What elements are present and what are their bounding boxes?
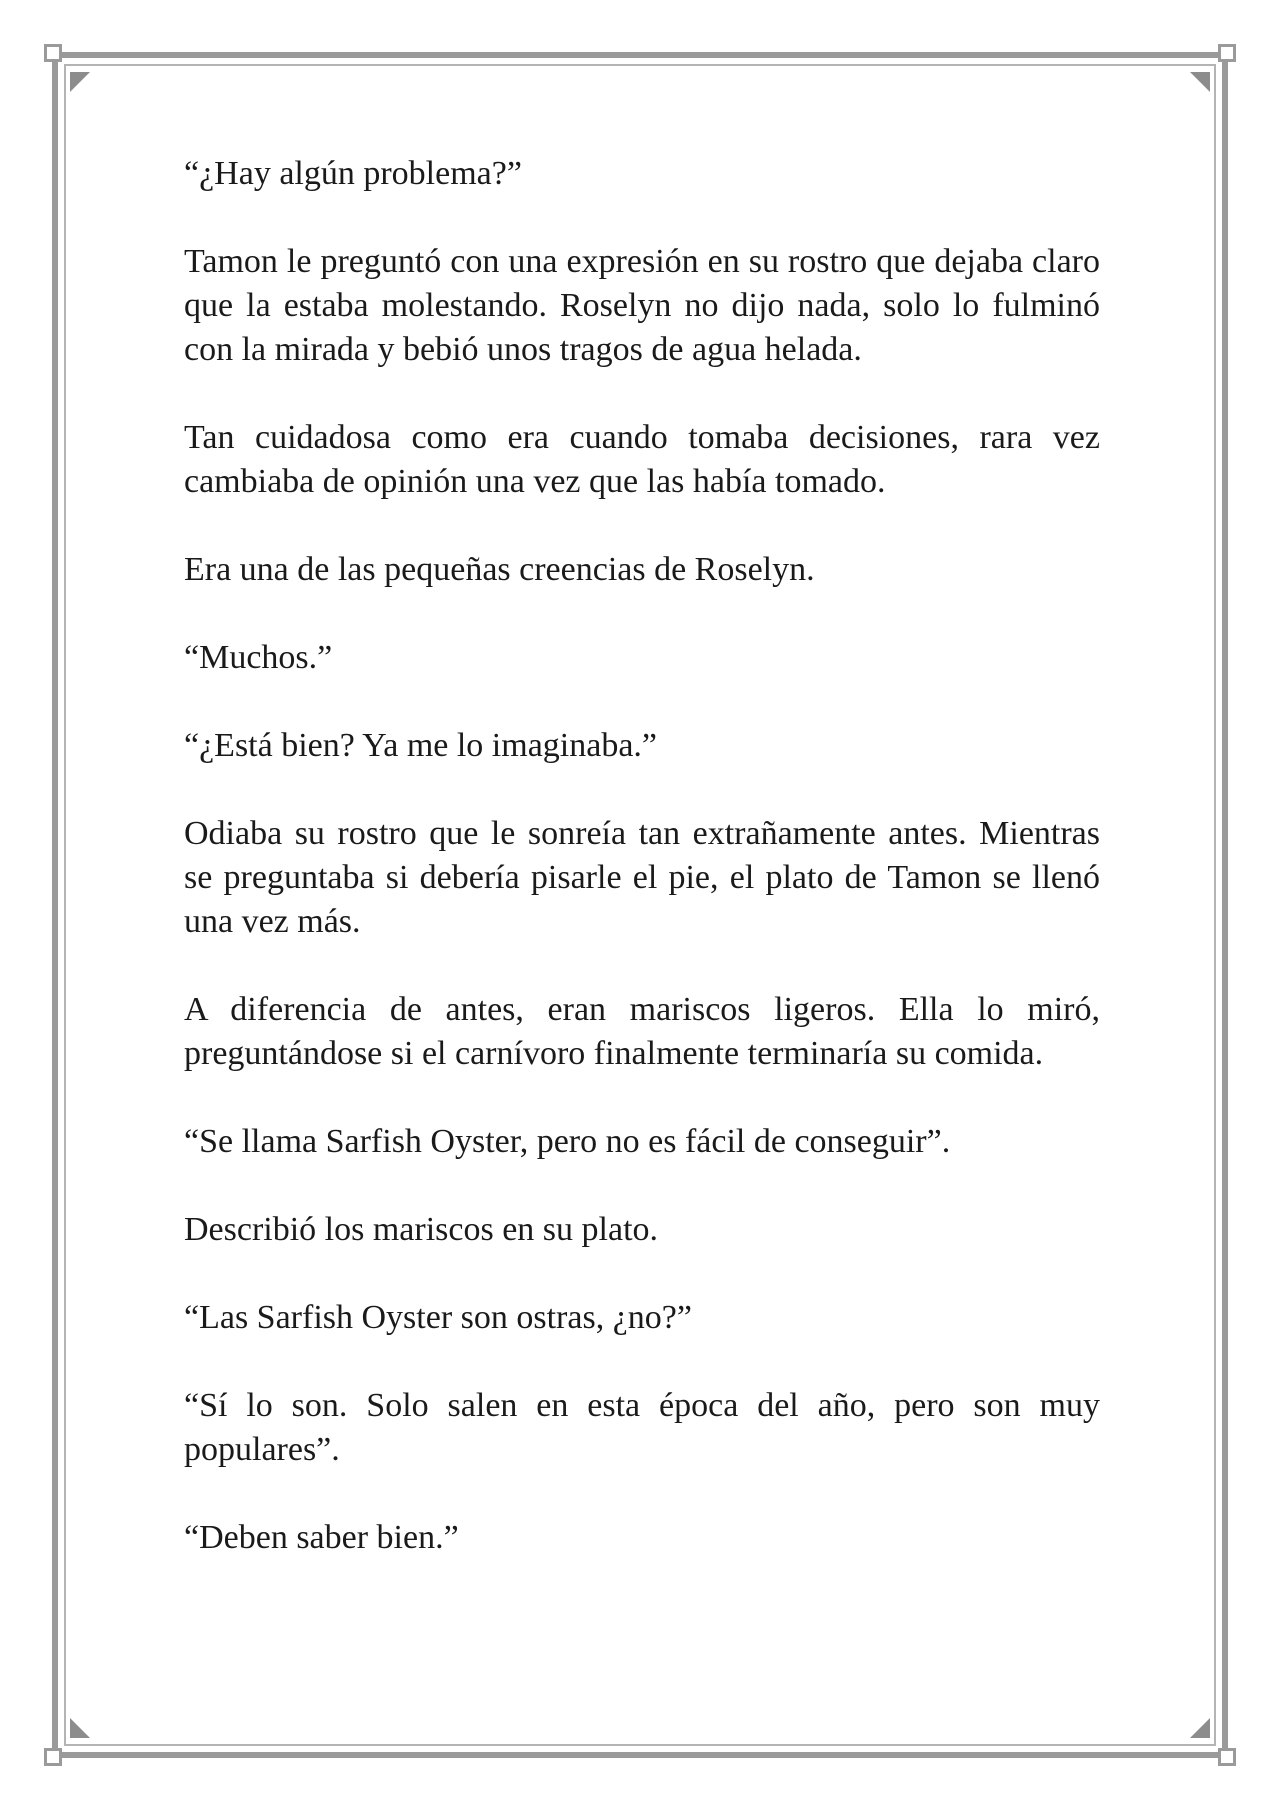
corner-triangle-bottom-right <box>1190 1718 1210 1738</box>
paragraph: “¿Está bien? Ya me lo imaginaba.” <box>184 727 658 764</box>
paragraph: Tamon le preguntó con una expresión en su rostro que dejaba claro que la estaba molestando. Roselyn no dijo nada, solo lo fulminó con la mirada y bebió unos tragos de agua helada. <box>184 243 1100 368</box>
paragraph: “Se llama Sarfish Oyster, pero no es fácil de conseguir”. <box>184 1123 951 1160</box>
corner-ornament-bottom-right <box>1218 1748 1236 1766</box>
paragraph: “Sí lo son. Solo salen en esta época del año, pero son muy populares”. <box>184 1387 1100 1468</box>
text-body <box>184 152 1100 1604</box>
paragraph: “Las Sarfish Oyster son ostras, ¿no?” <box>184 1299 692 1336</box>
paragraph: “Muchos.” <box>184 639 333 676</box>
corner-triangle-bottom-left <box>70 1718 90 1738</box>
paragraph: A diferencia de antes, eran mariscos ligeros. Ella lo miró, preguntándose si el carnívoro finalmente terminaría su comida. <box>184 991 1100 1072</box>
paragraph: “¿Hay algún problema?” <box>184 155 522 192</box>
corner-ornament-top-right <box>1218 44 1236 62</box>
paragraph: Tan cuidadosa como era cuando tomaba decisiones, rara vez cambiaba de opinión una vez que las había tomado. <box>184 419 1100 500</box>
paragraph: “Deben saber bien.” <box>184 1519 459 1556</box>
paragraph: Describió los mariscos en su plato. <box>184 1211 659 1248</box>
corner-ornament-top-left <box>44 44 62 62</box>
corner-ornament-bottom-left <box>44 1748 62 1766</box>
paragraph: Odiaba su rostro que le sonreía tan extrañamente antes. Mientras se preguntaba si debería pisarle el pie, el plato de Tamon se llenó una vez más. <box>184 815 1100 940</box>
corner-triangle-top-left <box>70 72 90 92</box>
corner-triangle-top-right <box>1190 72 1210 92</box>
paragraph: Era una de las pequeñas creencias de Roselyn. <box>184 551 815 588</box>
